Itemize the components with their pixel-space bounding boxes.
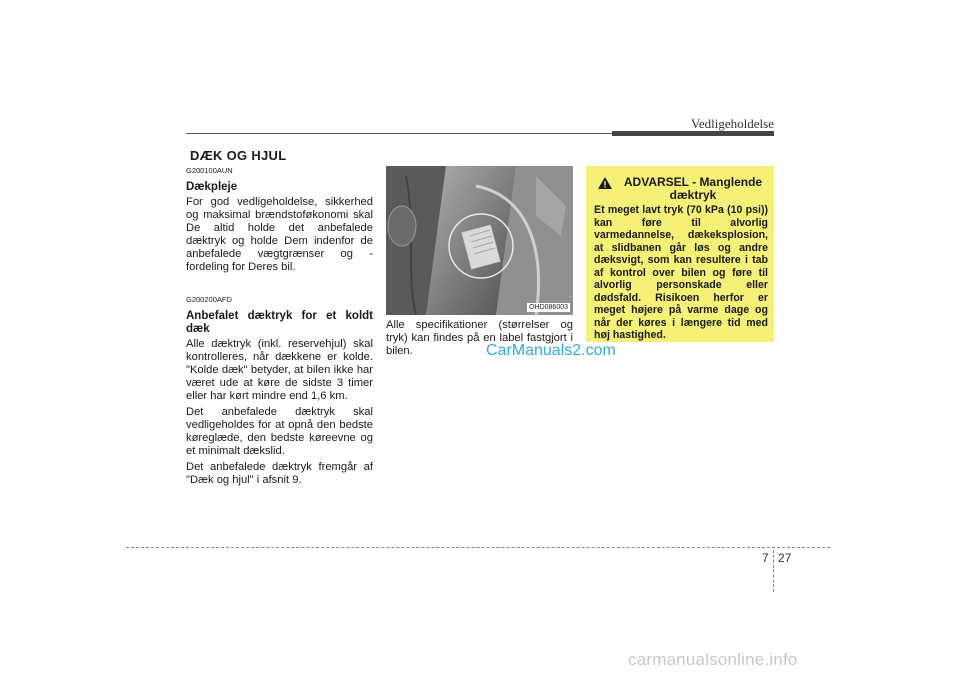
footer-rule xyxy=(126,547,830,548)
warning-box xyxy=(586,166,774,342)
watermark-text: CarManuals2.com xyxy=(486,342,616,359)
subheading-cold-tire-pressure: Anbefalet dæktryk for et koldt dæk xyxy=(186,310,373,335)
warning-body: Et meget lavt tryk (70 kPa (10 psi)) kan føre til alvorlig varmedannelse, dækeksplosion, at slidbanen går løs og andre dæksvigt, som kan resultere i tab af kontrol over bilen og føre til alvorlig personskade eller dødsfald. Risikoen herfor er meget højere på varme dage og når der køres i længere tid med høj hastighed. xyxy=(594,204,768,341)
reference-code: G200200AFD xyxy=(186,295,232,304)
paragraph-cold-tires: Alle dæktryk (inkl. reservehjul) skal kontrolleres, når dækkene er kolde. "Kolde dæk" betyder, at bilen ikke har været ude at køre de sidste 3 timer eller har kørt mindre end 1,6 km. xyxy=(186,338,373,402)
photo-illustration xyxy=(386,166,573,315)
subheading-tire-care: Dækpleje xyxy=(186,181,238,193)
figure-code: OHD086003 xyxy=(529,304,568,311)
paragraph-label-location: Alle specifikationer (størrelser og tryk) kan findes på en label fastgjort i bilen. xyxy=(386,319,573,357)
chapter-number: 7 xyxy=(762,551,769,565)
warning-title: ADVARSEL - Manglende dæktryk xyxy=(623,175,763,202)
paragraph-tire-care: For god vedligeholdelse, sikkerhed og maksimal brændstoføkonomi skal De altid holde det anbefalede dæktryk og holde Dem indenfor de anbefalede vægtgrænser og -fordeling for Deres bil. xyxy=(186,196,373,273)
running-header: Vedligeholdelse xyxy=(690,116,774,131)
site-footer-watermark: carmanualsonline.info xyxy=(628,650,798,669)
column-left xyxy=(186,164,373,490)
paragraph-maintain-pressure: Det anbefalede dæktryk skal vedligeholdes for at opnå den bedste køreglæde, den bedste køreevne og et minimalt dækslid. xyxy=(186,406,373,457)
page-number-divider xyxy=(773,550,774,592)
page-number: 27 xyxy=(778,551,792,565)
paragraph-reference: Det anbefalede dæktryk fremgår af "Dæk og hjul" i afsnit 9. xyxy=(186,461,373,486)
reference-code: G200100AUN xyxy=(186,166,233,175)
door-pillar-label-photo xyxy=(386,166,573,315)
header-bar xyxy=(612,131,774,136)
section-title: DÆK OG HJUL xyxy=(190,148,287,163)
